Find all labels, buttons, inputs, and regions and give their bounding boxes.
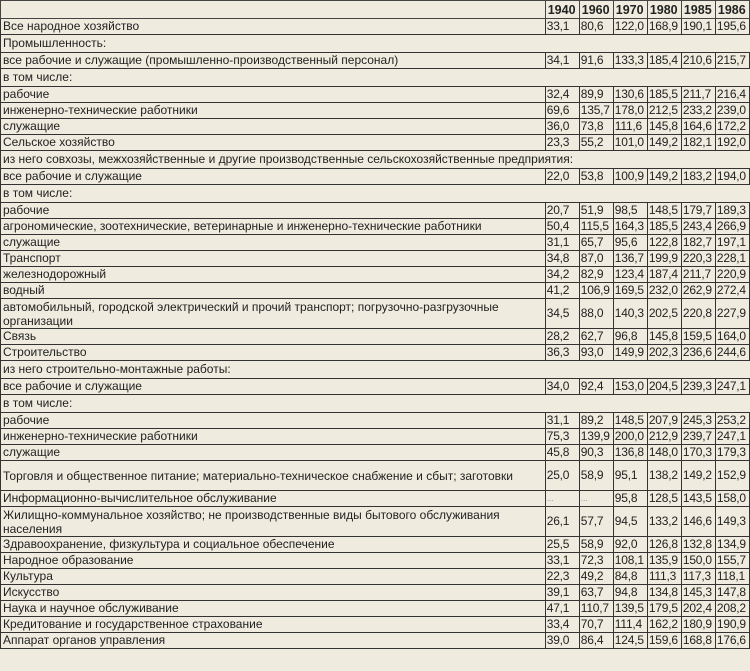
cell-value-1986: 253,2 <box>715 413 749 429</box>
cell-value-1986: 164,0 <box>715 329 749 345</box>
table-row <box>1 219 750 235</box>
cell-value-1980: 162,2 <box>647 617 681 633</box>
row-label: все рабочие и служащие <box>1 379 546 395</box>
cell-value-1970: 124,5 <box>613 633 647 649</box>
row-label: служащие <box>1 235 546 251</box>
cell-value-1985: 146,6 <box>681 507 715 537</box>
row-label: Народное образование <box>1 553 546 569</box>
cell-value-1980: 179,5 <box>647 601 681 617</box>
row-label: Все народное хозяйство <box>1 19 546 35</box>
cell-value-1970: 164,3 <box>613 219 647 235</box>
cell-value-1985: 262,9 <box>681 283 715 299</box>
cell-value-1960: 135,7 <box>579 103 613 119</box>
cell-value-1986: 208,2 <box>715 601 749 617</box>
cell-value-1985: 149,2 <box>681 461 715 491</box>
section-heading-row <box>1 395 750 413</box>
cell-value-1980: 168,9 <box>647 19 681 35</box>
cell-value-1985: 220,3 <box>681 251 715 267</box>
cell-value-1940: ... <box>545 491 579 507</box>
row-label: Аппарат органов управления <box>1 633 546 649</box>
cell-value-1986: 247,1 <box>715 429 749 445</box>
cell-value-1940: 25,0 <box>545 461 579 491</box>
cell-value-1970: 133,3 <box>613 53 647 69</box>
cell-value-1985: 182,1 <box>681 135 715 151</box>
cell-value-1985: 183,2 <box>681 169 715 185</box>
cell-value-1970: 84,8 <box>613 569 647 585</box>
cell-value-1940: 34,1 <box>545 53 579 69</box>
cell-value-1980: 126,8 <box>647 537 681 553</box>
section-heading-label: в том числе: <box>1 395 750 413</box>
table-row <box>1 413 750 429</box>
cell-value-1980: 135,9 <box>647 553 681 569</box>
row-label: Информационно-вычислительное обслуживание <box>1 491 546 507</box>
table-row <box>1 169 750 185</box>
table-row <box>1 379 750 395</box>
cell-value-1970: 200,0 <box>613 429 647 445</box>
section-heading-label: в том числе: <box>1 185 750 203</box>
cell-value-1980: 187,4 <box>647 267 681 283</box>
cell-value-1985: 170,3 <box>681 445 715 461</box>
cell-value-1940: 36,3 <box>545 345 579 361</box>
table-row <box>1 537 750 553</box>
cell-value-1986: 189,3 <box>715 203 749 219</box>
row-label: Строительство <box>1 345 546 361</box>
cell-value-1980: 149,2 <box>647 135 681 151</box>
cell-value-1980: 207,9 <box>647 413 681 429</box>
row-label: Жилищно-коммунальное хозяйство; не производственные виды бытового обслуживания населения <box>1 507 546 537</box>
cell-value-1980: 148,0 <box>647 445 681 461</box>
cell-value-1940: 34,0 <box>545 379 579 395</box>
cell-value-1985: 143,5 <box>681 491 715 507</box>
cell-value-1970: 178,0 <box>613 103 647 119</box>
cell-value-1940: 22,3 <box>545 569 579 585</box>
section-heading-row <box>1 35 750 53</box>
cell-value-1940: 34,5 <box>545 299 579 329</box>
cell-value-1985: 211,7 <box>681 87 715 103</box>
cell-value-1980: 232,0 <box>647 283 681 299</box>
cell-value-1980: 122,8 <box>647 235 681 251</box>
cell-value-1985: 202,4 <box>681 601 715 617</box>
cell-value-1986: 190,9 <box>715 617 749 633</box>
cell-value-1985: 182,7 <box>681 235 715 251</box>
cell-value-1960: 49,2 <box>579 569 613 585</box>
table-row <box>1 103 750 119</box>
cell-value-1986: 155,7 <box>715 553 749 569</box>
row-label: Культура <box>1 569 546 585</box>
cell-value-1970: 123,4 <box>613 267 647 283</box>
cell-value-1970: 140,3 <box>613 299 647 329</box>
section-heading-label: из него строительно-монтажные работы: <box>1 361 750 379</box>
table-row <box>1 19 750 35</box>
row-label: Кредитование и государственное страхование <box>1 617 546 633</box>
row-label: Торговля и общественное питание; материально-техническое снабжение и сбыт; заготовки <box>1 461 546 491</box>
cell-value-1970: 169,5 <box>613 283 647 299</box>
cell-value-1970: 148,5 <box>613 413 647 429</box>
section-heading-row <box>1 151 750 169</box>
cell-value-1985: 168,8 <box>681 633 715 649</box>
row-label: Сельское хозяйство <box>1 135 546 151</box>
header-row <box>1 1 750 19</box>
row-label: Связь <box>1 329 546 345</box>
cell-value-1960: 115,5 <box>579 219 613 235</box>
cell-value-1986: 192,0 <box>715 135 749 151</box>
cell-value-1940: 41,2 <box>545 283 579 299</box>
table-row <box>1 203 750 219</box>
cell-value-1980: 148,5 <box>647 203 681 219</box>
table-row <box>1 569 750 585</box>
cell-value-1960: 89,2 <box>579 413 613 429</box>
table-row <box>1 445 750 461</box>
table-row <box>1 283 750 299</box>
cell-value-1970: 94,8 <box>613 585 647 601</box>
cell-value-1970: 95,1 <box>613 461 647 491</box>
table-body <box>1 19 750 649</box>
cell-value-1940: 34,8 <box>545 251 579 267</box>
cell-value-1960: 51,9 <box>579 203 613 219</box>
header-year-1980: 1980 <box>647 1 681 19</box>
cell-value-1960: 53,8 <box>579 169 613 185</box>
cell-value-1960: 65,7 <box>579 235 613 251</box>
cell-value-1986: 227,9 <box>715 299 749 329</box>
cell-value-1986: 134,9 <box>715 537 749 553</box>
cell-value-1970: 95,6 <box>613 235 647 251</box>
cell-value-1985: 180,9 <box>681 617 715 633</box>
cell-value-1970: 96,8 <box>613 329 647 345</box>
section-heading-row <box>1 361 750 379</box>
table-row <box>1 299 750 329</box>
cell-value-1986: 158,0 <box>715 491 749 507</box>
cell-value-1970: 98,5 <box>613 203 647 219</box>
cell-value-1960: 88,0 <box>579 299 613 329</box>
cell-value-1940: 69,6 <box>545 103 579 119</box>
section-heading-row <box>1 185 750 203</box>
cell-value-1986: 228,1 <box>715 251 749 267</box>
table-row <box>1 461 750 491</box>
cell-value-1940: 23,3 <box>545 135 579 151</box>
cell-value-1960: 58,9 <box>579 537 613 553</box>
cell-value-1940: 50,4 <box>545 219 579 235</box>
cell-value-1960: 73,8 <box>579 119 613 135</box>
cell-value-1960: 139,9 <box>579 429 613 445</box>
cell-value-1985: 164,6 <box>681 119 715 135</box>
cell-value-1970: 111,6 <box>613 119 647 135</box>
cell-value-1980: 159,6 <box>647 633 681 649</box>
section-heading-label: из него совхозы, межхозяйственные и другие производственные сельскохозяйственные предприятия: <box>1 151 750 169</box>
cell-value-1940: 31,1 <box>545 235 579 251</box>
cell-value-1985: 145,3 <box>681 585 715 601</box>
cell-value-1970: 101,0 <box>613 135 647 151</box>
table-row <box>1 267 750 283</box>
table-row <box>1 585 750 601</box>
cell-value-1985: 150,0 <box>681 553 715 569</box>
cell-value-1970: 139,5 <box>613 601 647 617</box>
cell-value-1986: 179,3 <box>715 445 749 461</box>
cell-value-1985: 132,8 <box>681 537 715 553</box>
table-row <box>1 601 750 617</box>
cell-value-1986: 215,7 <box>715 53 749 69</box>
cell-value-1940: 75,3 <box>545 429 579 445</box>
cell-value-1940: 28,2 <box>545 329 579 345</box>
cell-value-1986: 172,2 <box>715 119 749 135</box>
cell-value-1960: 63,7 <box>579 585 613 601</box>
cell-value-1940: 45,8 <box>545 445 579 461</box>
cell-value-1940: 39,0 <box>545 633 579 649</box>
cell-value-1960: 93,0 <box>579 345 613 361</box>
cell-value-1960: 70,7 <box>579 617 613 633</box>
cell-value-1970: 94,5 <box>613 507 647 537</box>
row-label: служащие <box>1 119 546 135</box>
cell-value-1986: 239,0 <box>715 103 749 119</box>
row-label: все рабочие и служащие (промышленно-производственный персонал) <box>1 53 546 69</box>
cell-value-1985: 243,4 <box>681 219 715 235</box>
cell-value-1940: 25,5 <box>545 537 579 553</box>
row-label: Наука и научное обслуживание <box>1 601 546 617</box>
cell-value-1940: 26,1 <box>545 507 579 537</box>
cell-value-1970: 149,9 <box>613 345 647 361</box>
table-row <box>1 251 750 267</box>
cell-value-1980: 185,4 <box>647 53 681 69</box>
cell-value-1986: 272,4 <box>715 283 749 299</box>
cell-value-1940: 47,1 <box>545 601 579 617</box>
row-label: автомобильный, городской электрический и прочий транспорт; погрузочно-разгрузочные организации <box>1 299 546 329</box>
cell-value-1960: 87,0 <box>579 251 613 267</box>
table-row <box>1 553 750 569</box>
cell-value-1940: 33,4 <box>545 617 579 633</box>
table-row <box>1 135 750 151</box>
table-row <box>1 507 750 537</box>
row-label: рабочие <box>1 413 546 429</box>
cell-value-1986: 147,8 <box>715 585 749 601</box>
cell-value-1940: 22,0 <box>545 169 579 185</box>
cell-value-1940: 34,2 <box>545 267 579 283</box>
cell-value-1985: 211,7 <box>681 267 715 283</box>
cell-value-1960: 62,7 <box>579 329 613 345</box>
cell-value-1985: 239,3 <box>681 379 715 395</box>
cell-value-1985: 239,7 <box>681 429 715 445</box>
cell-value-1960: 90,3 <box>579 445 613 461</box>
cell-value-1960: 57,7 <box>579 507 613 537</box>
cell-value-1980: 134,8 <box>647 585 681 601</box>
cell-value-1970: 122,0 <box>613 19 647 35</box>
cell-value-1985: 245,3 <box>681 413 715 429</box>
cell-value-1985: 117,3 <box>681 569 715 585</box>
row-label: инженерно-технические работники <box>1 103 546 119</box>
row-label: Транспорт <box>1 251 546 267</box>
cell-value-1986: 197,1 <box>715 235 749 251</box>
cell-value-1960: 58,9 <box>579 461 613 491</box>
table-row <box>1 633 750 649</box>
cell-value-1980: 202,5 <box>647 299 681 329</box>
cell-value-1960: 91,6 <box>579 53 613 69</box>
cell-value-1970: 136,8 <box>613 445 647 461</box>
cell-value-1985: 179,7 <box>681 203 715 219</box>
table-row <box>1 429 750 445</box>
cell-value-1960: 72,3 <box>579 553 613 569</box>
cell-value-1940: 31,1 <box>545 413 579 429</box>
cell-value-1986: 149,3 <box>715 507 749 537</box>
header-corner <box>1 1 546 19</box>
cell-value-1940: 33,1 <box>545 19 579 35</box>
table-row <box>1 53 750 69</box>
header-year-1960: 1960 <box>579 1 613 19</box>
table-row <box>1 235 750 251</box>
cell-value-1985: 236,6 <box>681 345 715 361</box>
cell-value-1970: 95,8 <box>613 491 647 507</box>
row-label: служащие <box>1 445 546 461</box>
row-label: железнодорожный <box>1 267 546 283</box>
table-row <box>1 119 750 135</box>
row-label: все рабочие и служащие <box>1 169 546 185</box>
table-row <box>1 329 750 345</box>
cell-value-1970: 108,1 <box>613 553 647 569</box>
cell-value-1960: 92,4 <box>579 379 613 395</box>
cell-value-1986: 152,9 <box>715 461 749 491</box>
cell-value-1960: 106,9 <box>579 283 613 299</box>
cell-value-1985: 190,1 <box>681 19 715 35</box>
cell-value-1980: 111,3 <box>647 569 681 585</box>
cell-value-1980: 202,3 <box>647 345 681 361</box>
cell-value-1985: 159,5 <box>681 329 715 345</box>
cell-value-1960: 80,6 <box>579 19 613 35</box>
cell-value-1940: 20,7 <box>545 203 579 219</box>
cell-value-1986: 220,9 <box>715 267 749 283</box>
row-label: Искусство <box>1 585 546 601</box>
table-row <box>1 491 750 507</box>
section-heading-label: Промышленность: <box>1 35 750 53</box>
row-label: рабочие <box>1 87 546 103</box>
cell-value-1986: 247,1 <box>715 379 749 395</box>
cell-value-1986: 118,1 <box>715 569 749 585</box>
cell-value-1980: 199,9 <box>647 251 681 267</box>
cell-value-1960: 110,7 <box>579 601 613 617</box>
row-label: водный <box>1 283 546 299</box>
cell-value-1980: 138,2 <box>647 461 681 491</box>
cell-value-1985: 220,8 <box>681 299 715 329</box>
cell-value-1985: 233,2 <box>681 103 715 119</box>
cell-value-1940: 33,1 <box>545 553 579 569</box>
cell-value-1980: 149,2 <box>647 169 681 185</box>
cell-value-1985: 210,6 <box>681 53 715 69</box>
cell-value-1986: 266,9 <box>715 219 749 235</box>
cell-value-1960: ... <box>579 491 613 507</box>
cell-value-1940: 36,0 <box>545 119 579 135</box>
row-label: рабочие <box>1 203 546 219</box>
table-row <box>1 617 750 633</box>
cell-value-1980: 212,5 <box>647 103 681 119</box>
cell-value-1986: 195,6 <box>715 19 749 35</box>
section-heading-label: в том числе: <box>1 69 750 87</box>
cell-value-1960: 86,4 <box>579 633 613 649</box>
cell-value-1980: 128,5 <box>647 491 681 507</box>
cell-value-1940: 32,4 <box>545 87 579 103</box>
cell-value-1980: 145,8 <box>647 119 681 135</box>
section-heading-row <box>1 69 750 87</box>
cell-value-1986: 176,6 <box>715 633 749 649</box>
cell-value-1960: 82,9 <box>579 267 613 283</box>
cell-value-1940: 39,1 <box>545 585 579 601</box>
cell-value-1986: 194,0 <box>715 169 749 185</box>
header-year-1985: 1985 <box>681 1 715 19</box>
cell-value-1960: 89,9 <box>579 87 613 103</box>
header-year-1970: 1970 <box>613 1 647 19</box>
cell-value-1980: 204,5 <box>647 379 681 395</box>
cell-value-1986: 216,4 <box>715 87 749 103</box>
header-year-1940: 1940 <box>545 1 579 19</box>
cell-value-1970: 130,6 <box>613 87 647 103</box>
cell-value-1980: 185,5 <box>647 87 681 103</box>
table-row <box>1 87 750 103</box>
cell-value-1986: 244,6 <box>715 345 749 361</box>
cell-value-1980: 145,8 <box>647 329 681 345</box>
cell-value-1970: 153,0 <box>613 379 647 395</box>
cell-value-1960: 55,2 <box>579 135 613 151</box>
header-year-1986: 1986 <box>715 1 749 19</box>
cell-value-1980: 212,9 <box>647 429 681 445</box>
cell-value-1970: 100,9 <box>613 169 647 185</box>
row-label: агрономические, зоотехнические, ветеринарные и инженерно-технические работники <box>1 219 546 235</box>
cell-value-1970: 136,7 <box>613 251 647 267</box>
cell-value-1980: 133,2 <box>647 507 681 537</box>
cell-value-1970: 92,0 <box>613 537 647 553</box>
table-row <box>1 345 750 361</box>
cell-value-1970: 111,4 <box>613 617 647 633</box>
row-label: Здравоохранение, физкультура и социальное обеспечение <box>1 537 546 553</box>
row-label: инженерно-технические работники <box>1 429 546 445</box>
cell-value-1980: 185,5 <box>647 219 681 235</box>
